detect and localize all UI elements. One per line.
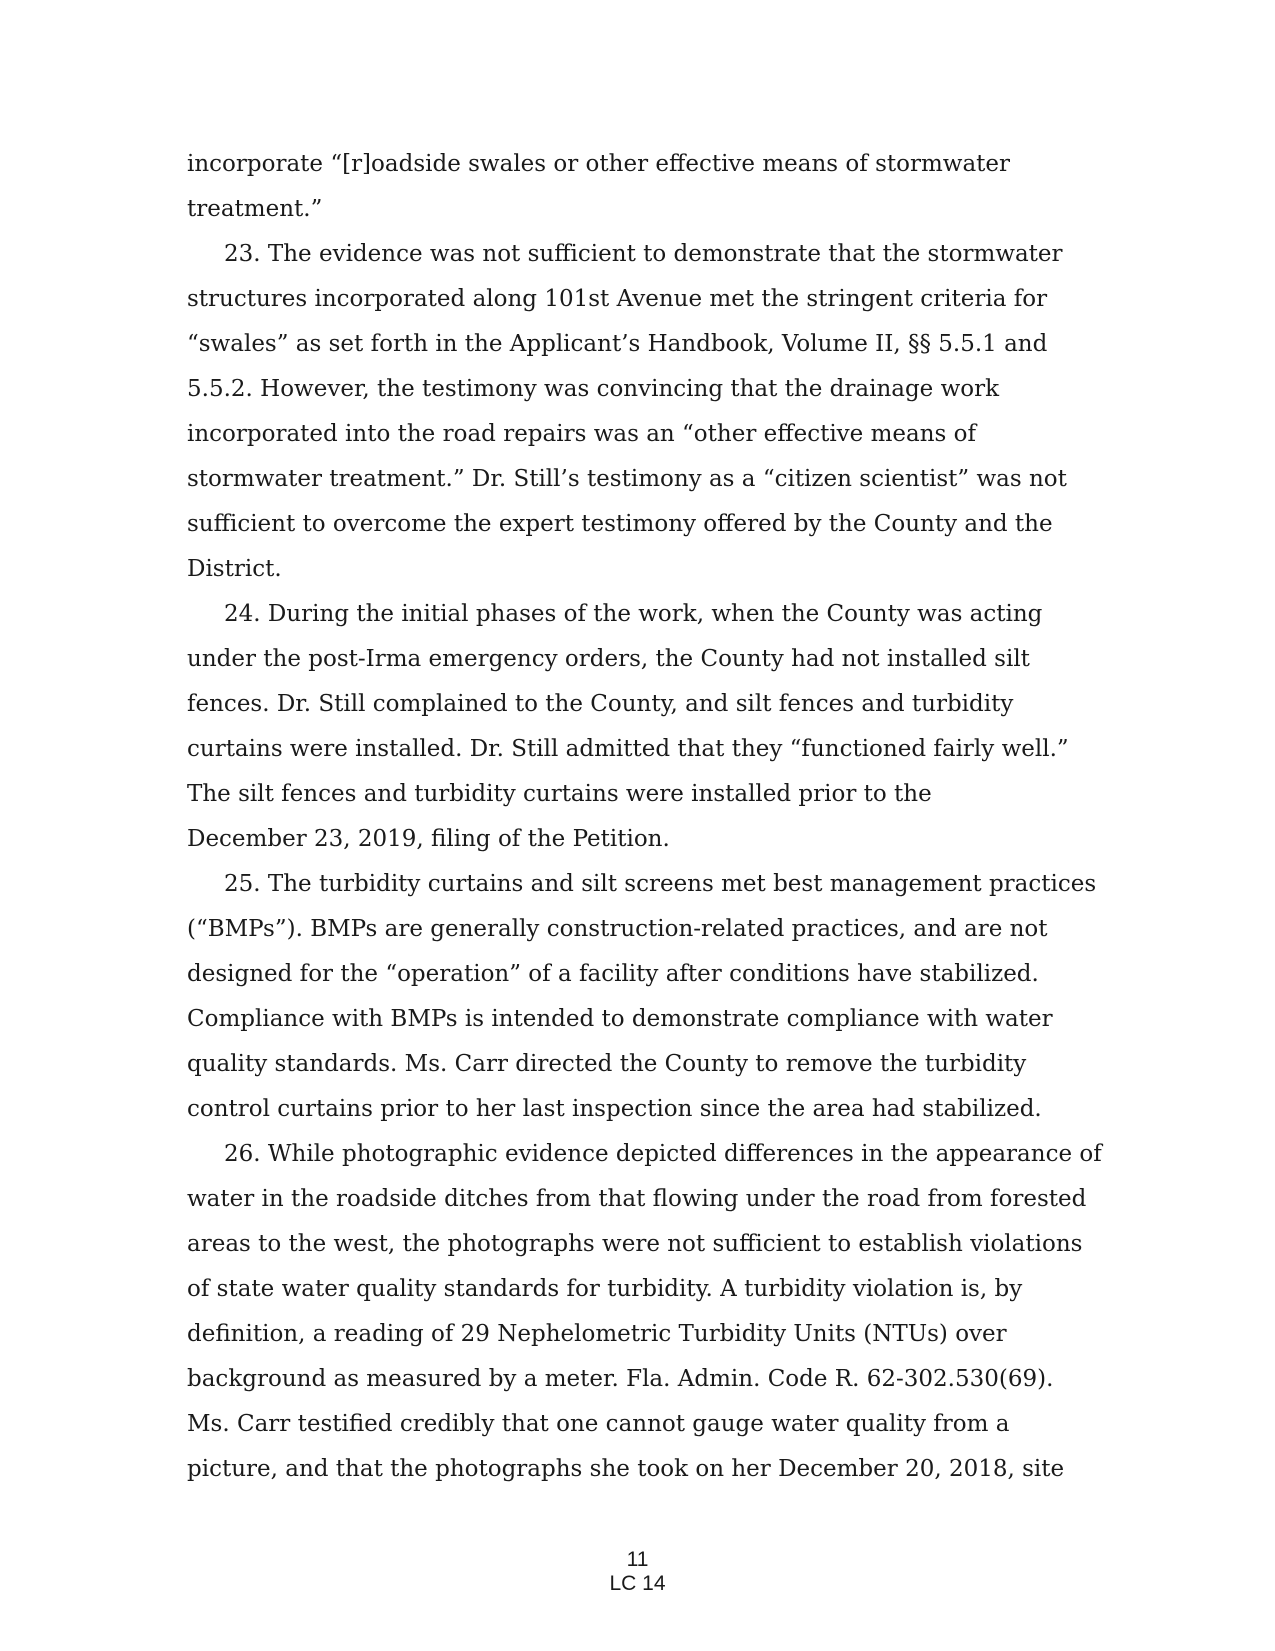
text-line: definition, a reading of 29 Nephelometric Turbidity Units (NTUs) over <box>187 1321 1007 1347</box>
text-line: Ms. Carr testified credibly that one cannot gauge water quality from a <box>187 1411 1010 1437</box>
paragraph-first-line: 24. During the initial phases of the work, when the County was acting <box>224 601 1043 627</box>
text-line: of state water quality standards for turbidity. A turbidity violation is, by <box>187 1276 1023 1302</box>
text-line: incorporated into the road repairs was an “other effective means of <box>187 421 977 447</box>
text-line: incorporate “[r]oadside swales or other effective means of stormwater <box>187 151 1011 177</box>
text-line: 5.5.2. However, the testimony was convincing that the drainage work <box>187 376 1000 402</box>
text-line: District. <box>187 556 282 582</box>
text-line: control curtains prior to her last inspection since the area had stabilized. <box>187 1096 1042 1122</box>
text-line: The silt fences and turbidity curtains were installed prior to the <box>187 781 932 807</box>
text-line: structures incorporated along 101st Avenue met the stringent criteria for <box>187 286 1048 312</box>
text-line: curtains were installed. Dr. Still admitted that they “functioned fairly well.” <box>187 736 1069 762</box>
text-line: “swales” as set forth in the Applicant’s Handbook, Volume II, §§ 5.5.1 and <box>187 331 1048 357</box>
text-line: Compliance with BMPs is intended to demonstrate compliance with water <box>187 1006 1053 1032</box>
text-line: background as measured by a meter. Fla. Admin. Code R. 62-302.530(69). <box>187 1366 1054 1392</box>
text-line: designed for the “operation” of a facility after conditions have stabilized. <box>187 961 1039 987</box>
text-line: areas to the west, the photographs were not sufficient to establish violations <box>187 1231 1083 1257</box>
body-text <box>187 142 1102 1492</box>
text-line: fences. Dr. Still complained to the County, and silt fences and turbidity <box>187 691 1014 717</box>
text-line: water in the roadside ditches from that flowing under the road from forested <box>187 1186 1087 1212</box>
paragraph-first-line: 26. While photographic evidence depicted differences in the appearance of <box>224 1141 1102 1167</box>
text-line: under the post-Irma emergency orders, the County had not installed silt <box>187 646 1030 672</box>
text-line: quality standards. Ms. Carr directed the County to remove the turbidity <box>187 1051 1027 1077</box>
text-line: December 23, 2019, filing of the Petition. <box>187 826 670 852</box>
text-line: (“BMPs”). BMPs are generally construction-related practices, and are not <box>187 916 1048 942</box>
text-line: stormwater treatment.” Dr. Still’s testimony as a “citizen scientist” was not <box>187 466 1067 492</box>
text-line: treatment.” <box>187 196 323 222</box>
document-code: LC 14 <box>609 1572 666 1595</box>
page-number: 11 <box>626 1548 649 1571</box>
text-line: sufficient to overcome the expert testimony offered by the County and the <box>187 511 1053 537</box>
paragraph-first-line: 23. The evidence was not sufficient to demonstrate that the stormwater <box>224 241 1063 267</box>
text-line: picture, and that the photographs she took on her December 20, 2018, site <box>187 1456 1065 1482</box>
paragraph-first-line: 25. The turbidity curtains and silt screens met best management practices <box>224 871 1097 897</box>
